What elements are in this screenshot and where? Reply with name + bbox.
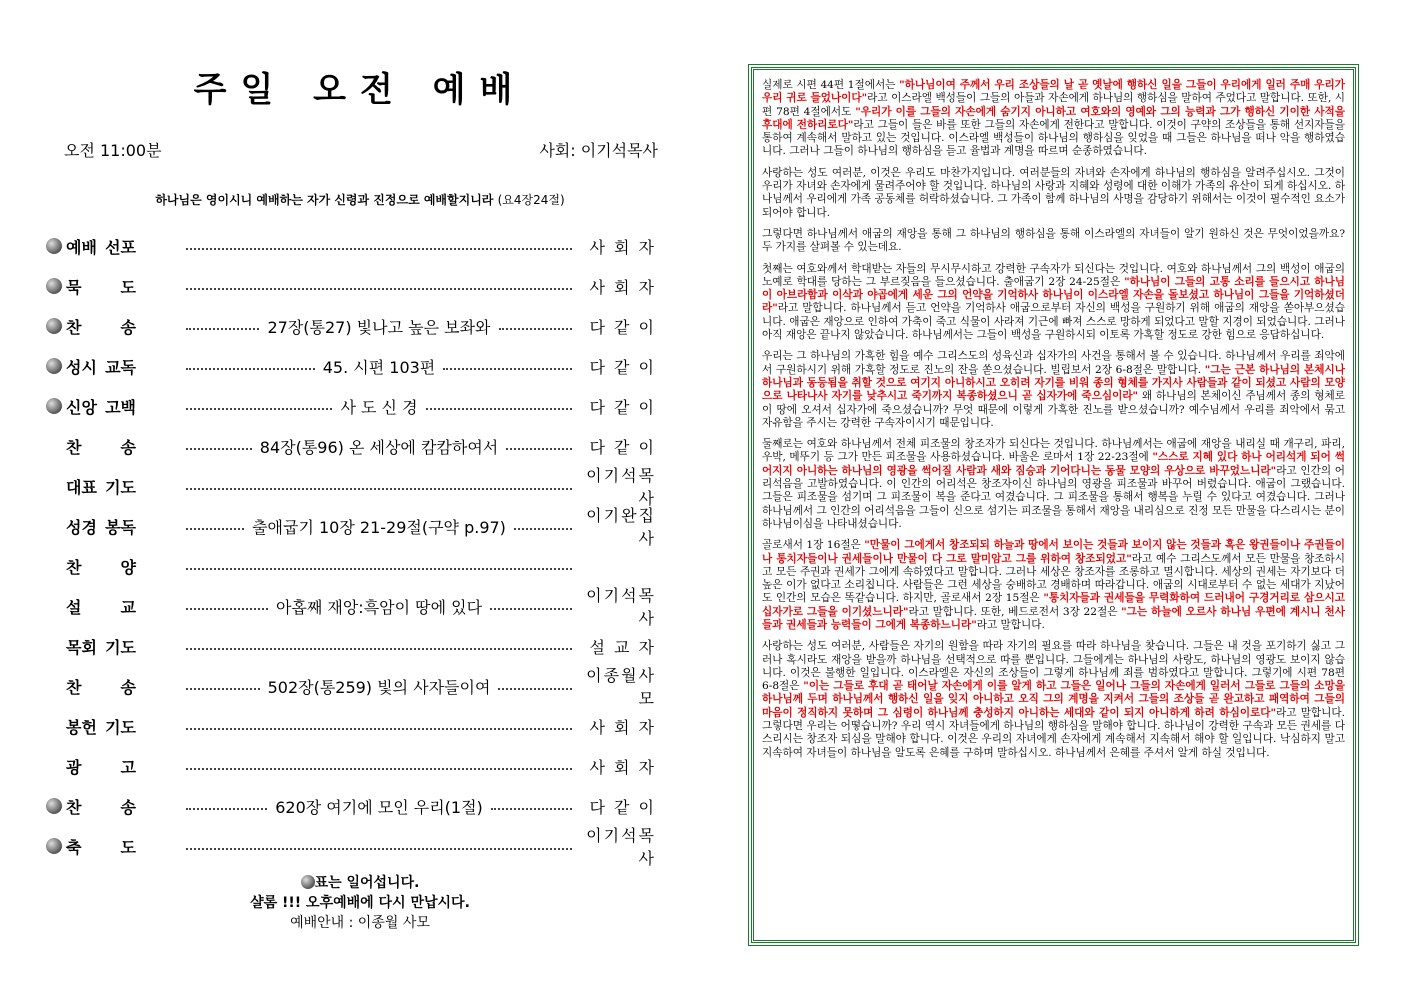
dotted-leader xyxy=(499,328,572,330)
service-leader: 사회: 이기석목사 xyxy=(539,141,658,160)
order-item-name xyxy=(66,715,166,738)
dotted-leader xyxy=(426,408,572,410)
sermon-text: 첫째는 여호와께서 학대받는 자들의 무시무시하고 강력한 구속자가 되신다는 것입니다. 여호와 하나님께서 그의 백성이 애굽의 노예로 학대를 당하는 그 부르짖음을 들으셨습니다. 출애굽기 2장 24-25절은 xyxy=(762,262,1345,288)
order-item-detail: 사 도 신 경 xyxy=(340,397,418,417)
order-row xyxy=(46,346,666,386)
dotted-leader xyxy=(498,688,572,690)
order-item-name-part: 송 xyxy=(120,797,136,817)
order-row xyxy=(46,786,666,826)
order-item-responsible: 사 회 자 xyxy=(589,277,656,297)
dotted-leader xyxy=(186,488,572,490)
order-item-content xyxy=(186,395,572,418)
order-item-name xyxy=(66,595,166,618)
order-item-content xyxy=(186,642,572,650)
scripture-quote: "통치자들과 권세들을 무력화하여 드러내어 구경거리로 삼으시고 십자가로 그들을 이기셨느니라" xyxy=(762,592,1346,618)
dotted-leader xyxy=(186,728,572,730)
order-item-responsible: 다 같 이 xyxy=(589,397,656,417)
dotted-leader xyxy=(186,688,260,690)
dotted-leader xyxy=(186,408,332,410)
order-item-name-part: 도 xyxy=(120,837,136,857)
order-item-name-part: 찬 xyxy=(66,797,82,817)
order-item-name-part: 찬 xyxy=(66,317,82,337)
order-item-name xyxy=(66,355,166,378)
order-item-name-part: 설 xyxy=(66,597,82,617)
order-item-responsible: 사 회 자 xyxy=(589,237,656,257)
theme-verse-ref: (요4장24절) xyxy=(497,193,565,207)
scripture-quote: "만물이 그에게서 창조되되 하늘과 땅에서 보이는 것들과 보이지 않는 것들과 혹은 왕권들이나 주권들이나 통치자들이나 권세들이나 만물이 다 그로 말미암고 그를 위하여 창조되었고" xyxy=(762,539,1345,565)
order-item-name-part: 묵 xyxy=(66,277,82,297)
sermon-text: 라고 그들이 들은 바를 또한 그들의 자손에게 전한다고 말합니다. 이것이 구약의 조상들을 통해 선지자들을 통하여 계속해서 말하고 있는 것입니다. 이스라엘 백성들이 하나님의 행하심을 잊었을 때 그들은 하나님을 떠나 악을 행하였습니다. 그러나 그들이 하나님의 행하심을 듣고 율법과 계명을 따르며 순종하였습니다. xyxy=(762,118,1346,158)
dotted-leader xyxy=(186,448,252,450)
order-item-name-part: 도 xyxy=(120,277,136,297)
theme-verse-text: 하나님은 영이시니 예배하는 자가 신령과 진정으로 예배할지니라 xyxy=(155,193,494,207)
order-item-name-part: 기도 xyxy=(105,637,136,657)
bullet-icon xyxy=(46,798,62,814)
order-item-content xyxy=(186,562,572,570)
order-item-name xyxy=(66,395,166,418)
order-item-name xyxy=(66,515,166,538)
sermon-paragraph xyxy=(762,79,1345,159)
dotted-leader xyxy=(506,448,572,450)
sermon-text: 라고 인간의 어리석음을 고발하였습니다. 이 인간의 어리석은 창조자이신 하나님의 영광을 피조물과 바꾸어 버렸습니다. 애굽이 그랬습니다. 그들은 피조물을 섬기며 그 피조물이 복을 준다고 여겼습니다. 그 피조물을 통해서 행복을 누릴 수 있다고 여겼습니다. 그러나 하나님께서 그 인간의 어리석음을 그들이 신으로 섬기는 피조물을 통해서 재앙을 내리심으로 진정 모든 만물을 다스리시는 분이 하나님이심을 나타내셨습니다. xyxy=(762,464,1345,530)
sermon-paragraph xyxy=(762,228,1345,255)
dotted-leader xyxy=(186,608,268,610)
order-item-responsible: 이기석목사 xyxy=(586,826,656,868)
dotted-leader xyxy=(514,528,572,530)
order-item-name-part: 기도 xyxy=(105,477,136,497)
order-item-responsible: 이기석목사 xyxy=(586,586,656,628)
order-item-responsible: 설 교 자 xyxy=(589,637,656,657)
sermon-text: 라고 이스라엘 백성들이 그들의 아들과 자손에게 하나님의 행하심을 말하여 주었다고 말합니다. 또한, 시편 78편 4절에서도 xyxy=(762,92,1346,118)
bullet-icon xyxy=(46,358,62,374)
order-item-name-part: 찬 xyxy=(66,437,82,457)
sermon-text: 라고 말합니다. 하나님께서 듣고 언약을 기억하사 애굽으로부터 자신의 백성을 구원하기 위해 애굽의 재앙을 쏟아부으셨습니다. 애굽은 재앙으로 인하여 가축이 죽고 식물이 사라져 기근에 빠져 스스로 망하게 되었다고 말할 지경이 되었습니다. 그러나 아직 재앙은 끝나지 않았습니다. 하나님께서는 그들이 백성을 구원하시되 이토록 가혹할 정도로 강한 힘으로 응답하십니다. xyxy=(762,302,1345,342)
dotted-leader xyxy=(186,528,244,530)
sermon-paragraph xyxy=(762,539,1345,632)
dotted-leader xyxy=(186,248,572,250)
order-item-responsible: 사 회 자 xyxy=(589,717,656,737)
bullet-icon xyxy=(46,318,62,334)
dotted-leader xyxy=(186,328,259,330)
sermon-text: 왜 하나님의 본체이신 주님께서 종의 형체로 이 땅에 오셔서 십자가에 죽으셨습니까? 무엇 때문에 이렇게 가혹한 진노를 받으셨습니까? 예수님께서 우리를 죄악에서 묶고 자유함을 주시는 강력한 구속자이시기 때문입니다. xyxy=(762,390,1345,429)
scripture-quote: "스스로 지혜 있다 하나 어리석게 되어 썩어지지 아니하는 하나님의 영광을 썩어질 사람과 새와 짐승과 기어다니는 동물 모양의 우상으로 바꾸었느니라" xyxy=(762,451,1345,477)
order-item-name-part: 광 xyxy=(66,757,82,777)
order-row xyxy=(46,546,666,586)
order-item-name xyxy=(66,555,166,578)
sermon-paragraph xyxy=(762,350,1345,430)
order-item-name-part: 예배 xyxy=(66,237,97,257)
order-item-name-part: 선포 xyxy=(105,237,136,257)
order-item-content xyxy=(186,242,572,250)
dotted-leader xyxy=(186,808,267,810)
sermon-paragraph xyxy=(762,263,1345,343)
order-item-name-part: 대표 xyxy=(66,477,97,497)
sermon-text: 그렇다면 우리는 어떻습니까? 우리 역시 자녀들에게 하나님의 행하심을 말해야 합니다. 하나님이 강력한 구속과 모든 권세를 다스리시는 창조자 되심을 말해야 합니다. 이것은 우리의 자녀에게 손자에게 계속해서 지속해서 해야 할 일입니다. 낙심하지 말고 지속하여 자녀들이 하나님을 알도록 은혜를 구하며 말하십시오. 하나님께서 은혜를 주셔서 알게 하실 것입니다. xyxy=(762,720,1345,759)
dotted-leader xyxy=(186,568,572,570)
order-item-name-part: 찬 xyxy=(66,677,82,697)
dotted-leader xyxy=(186,848,572,850)
order-item-name-part: 봉헌 xyxy=(66,717,97,737)
footer-greeting: 샬롬 !!! 오후예배에 다시 만납시다. xyxy=(250,895,470,911)
order-item-responsible: 다 같 이 xyxy=(589,317,656,337)
order-row xyxy=(46,506,666,546)
order-item-detail: 출애굽기 10장 21-29절(구약 p.97) xyxy=(252,517,506,537)
order-item-name xyxy=(66,835,166,858)
order-item-content xyxy=(186,595,572,618)
order-item-name-part: 봉독 xyxy=(105,517,136,537)
footer-note-text: 표는 일어섭니다. xyxy=(314,875,420,891)
order-item-name xyxy=(66,435,166,458)
order-item-name-part: 찬 xyxy=(66,557,82,577)
order-item-detail: 84장(통96) 온 세상에 캄캄하여서 xyxy=(259,437,499,457)
dotted-leader xyxy=(443,368,572,370)
scripture-quote: "그는 하늘에 오르사 하나님 우편에 계시니 천사들과 권세들과 능력들이 그에게 복종하느니라" xyxy=(762,605,1345,631)
sermon-text: 골로새서 1장 16절은 xyxy=(762,539,865,552)
order-item-content xyxy=(186,515,572,538)
order-row xyxy=(46,706,666,746)
scripture-quote: "하나님이 그들의 고통 소리를 들으시고 하나님이 아브라함과 이삭과 야곱에게 세운 그의 언약을 기억하사 하나님이 이스라엘 자손을 돌보셨고 하나님이 그들을 기억하셨더라" xyxy=(762,275,1345,315)
order-item-content xyxy=(186,722,572,730)
order-item-content xyxy=(186,482,572,490)
bullet-icon xyxy=(46,238,62,254)
order-item-name-part: 성경 xyxy=(66,517,97,537)
order-item-responsible: 다 같 이 xyxy=(589,357,656,377)
order-item-name-part: 기도 xyxy=(105,717,136,737)
scripture-quote: "하나님이여 주께서 우리 조상들의 날 곧 옛날에 행하신 일을 그들이 우리에게 일러 주매 우리가 우리 귀로 들었나이다" xyxy=(762,79,1345,105)
service-time: 오전 11:00분 xyxy=(64,141,162,160)
order-item-name-part: 신앙 xyxy=(66,397,97,417)
order-item-responsible: 이종월사모 xyxy=(586,666,656,708)
sermon-text: 둘째로는 여호와 하나님께서 전체 피조물의 창조자가 되신다는 것입니다. 하나님께서는 애굽에 재앙을 내리실 때 개구리, 파리, 우박, 메뚜기 등 그가 만든 피조물을 사용하셨습니다. 바울은 로마서 1장 22-23절에 xyxy=(762,438,1345,464)
order-item-name-part: 양 xyxy=(120,557,136,577)
order-row xyxy=(46,426,666,466)
order-item-content xyxy=(186,435,572,458)
sermon-text: 라고 말합니다. xyxy=(976,618,1045,631)
sermon-text: 우리는 그 하나님의 가혹한 힘을 예수 그리스도의 성육신과 십자가의 사건을 통해서 볼 수 있습니다. 하나님께서 우리를 죄악에서 구원하시기 위해 가혹할 정도로 진노의 잔을 쏟으셨습니다. 빌립보서 2장 6-8절은 말합니다. xyxy=(762,350,1345,376)
sermon-text-box xyxy=(751,67,1356,943)
order-item-name-part: 송 xyxy=(120,317,136,337)
sermon-paragraph xyxy=(762,640,1345,760)
order-item-detail: 620장 여기에 모인 우리(1절) xyxy=(275,797,483,817)
dotted-leader xyxy=(186,288,572,290)
sermon-text: 사랑하는 성도 여러분, 이것은 우리도 마찬가지입니다. 여러분들의 자녀와 손자에게 하나님의 행하심을 알려주십시오. 그것이 우리가 자녀와 손자에게 물려주어야 할 것입니다. 하나님의 사랑과 지혜와 성령에 대한 이해가 가족의 유산이 되게 하십시오. 하나님께서 우리에게 가족 공동체를 허락하셨습니다. 그 가족이 함께 하나님의 사명을 감당하기 위해서는 이것이 필수적인 요소가 되어야 합니다. xyxy=(762,166,1345,219)
scripture-quote: "그는 근본 하나님의 본체시나 하나님과 동등됨을 취할 것으로 여기지 아니하시고 오히려 자기를 비워 종의 형체를 가지사 사람들과 같이 되셨고 사람의 모양으로 나타나사 자기를 낮추시고 죽기까지 복종하셨으니 곧 십자가에 죽으심이라" xyxy=(762,363,1345,403)
order-item-name-part: 고 xyxy=(120,757,136,777)
sermon-text: 그렇다면 하나님께서 애굽의 재앙을 통해 그 하나님의 행하심을 통해 이스라엘의 자녀들이 알기 원하신 것은 무엇이었을까요? 두 가지를 살펴볼 수 있는데요. xyxy=(762,227,1345,254)
footer-guide: 예배안내 : 이종월 사모 xyxy=(290,915,430,931)
order-item-name-part: 축 xyxy=(66,837,82,857)
order-item-name xyxy=(66,275,166,298)
order-item-content xyxy=(186,795,572,818)
order-item-name xyxy=(66,795,166,818)
order-row xyxy=(46,826,666,866)
order-item-content xyxy=(186,842,572,850)
order-item-content xyxy=(186,315,572,338)
order-item-name-part: 송 xyxy=(120,677,136,697)
order-row xyxy=(46,266,666,306)
order-item-responsible: 이기완집사 xyxy=(586,506,656,548)
order-of-service xyxy=(46,226,666,866)
order-item-name xyxy=(66,315,166,338)
order-item-detail: 아홉째 재앙:흑암이 땅에 있다 xyxy=(275,597,483,617)
dotted-leader xyxy=(186,768,572,770)
order-item-detail: 45. 시편 103편 xyxy=(322,357,436,377)
order-item-responsible: 다 같 이 xyxy=(589,437,656,457)
order-item-responsible: 이기석목사 xyxy=(586,466,656,508)
dotted-leader xyxy=(186,648,572,650)
order-row xyxy=(46,666,666,706)
sermon-text: 실제로 시편 44편 1절에서는 xyxy=(762,79,900,91)
page-title: 주일 오전 예배 xyxy=(193,70,527,110)
order-item-name xyxy=(66,675,166,698)
order-item-name-part: 성시 xyxy=(66,357,97,377)
worship-order-page xyxy=(40,0,680,992)
sermon-text: 라고 예수 그리스도께서 모든 만물을 창조하시고 모든 주권과 권세가 그에게 속하였다고 말합니다. 그러나 세상은 창조자를 조롱하고 멸시합니다. 세상의 권세는 자기보다 더 높은 이가 없다고 소리칩니다. 사람들은 그런 세상을 숭배하고 경배하며 따라갑니다. 애굽의 시대로부터 수 없는 세대가 지났어도 인간의 모습은 똑같습니다. 하지만, 골로새서 2장 15절은 xyxy=(762,552,1345,605)
order-item-detail: 502장(통259) 빛의 사자들이여 xyxy=(267,677,491,697)
order-row xyxy=(46,226,666,266)
dotted-leader xyxy=(491,808,572,810)
order-item-name xyxy=(66,755,166,778)
order-item-name xyxy=(66,475,166,498)
bullet-icon xyxy=(46,278,62,294)
order-item-name-part: 교독 xyxy=(105,357,136,377)
bullet-icon xyxy=(301,875,315,889)
order-item-name xyxy=(66,235,166,258)
order-item-name xyxy=(66,635,166,658)
order-item-responsible: 다 같 이 xyxy=(589,797,656,817)
order-item-name-part: 교 xyxy=(120,597,136,617)
bullet-icon xyxy=(46,838,62,854)
scripture-quote: "우리가 이를 그들의 자손에게 숨기지 아니하고 여호와의 영예와 그의 능력과 그가 행하신 기이한 사적을 후대에 전하리로다" xyxy=(762,105,1345,131)
order-row xyxy=(46,386,666,426)
order-item-content xyxy=(186,675,572,698)
sermon-text: 라고 말합니다. xyxy=(1276,706,1345,719)
sermon-paragraph xyxy=(762,438,1345,531)
dotted-leader xyxy=(490,608,572,610)
scripture-quote: "이는 그들로 후대 곧 태어날 자손에게 이를 알게 하고 그들은 일어나 그들의 자손에게 일러서 그들로 그들의 소망을 하나님께 두며 하나님께서 행하신 일을 잊지 아니하고 오직 그의 계명을 지켜서 그들의 조상들 곧 완고하고 패역하여 그들의 마음이 정직하지 못하며 그 심령이 하나님께 충성하지 아니하는 세대와 같이 되지 아니하게 하려 하심이로다" xyxy=(762,680,1345,719)
order-item-detail: 27장(통27) 빛나고 높은 보좌와 xyxy=(267,317,491,337)
sermon-text: 사랑하는 성도 여러분, 사람들은 자기의 원함을 따라 자기의 필요를 따라 하나님을 찾습니다. 그들은 내 것을 포기하기 싫고 그러나 혹시라도 재앙을 받을까 하나님을 선택적으로 따를 뿐입니다. 그들에게는 하나님의 사랑도, 하나님의 영광도 보이지 않습니다. 이것은 불행한 일입니다. 이스라엘은 자신의 조상들이 그렇게 하나님께 죄를 범하였다고 말합니다. 그렇기에 시편 78편 6-8절은 xyxy=(762,640,1345,693)
sermon-paragraph xyxy=(762,167,1345,220)
order-row xyxy=(46,306,666,346)
order-item-name-part: 목회 xyxy=(66,637,97,657)
order-item-content xyxy=(186,355,572,378)
order-row xyxy=(46,466,666,506)
order-item-content xyxy=(186,282,572,290)
footer-note xyxy=(40,872,680,892)
order-item-content xyxy=(186,762,572,770)
order-row xyxy=(46,586,666,626)
order-item-responsible: 사 회 자 xyxy=(589,757,656,777)
dotted-leader xyxy=(186,368,315,370)
sermon-text: 라고 말합니다. 또한, 베드로전서 3장 22절은 xyxy=(908,605,1122,618)
order-row xyxy=(46,626,666,666)
order-item-name-part: 고백 xyxy=(105,397,136,417)
theme-verse xyxy=(40,191,680,208)
order-item-name-part: 송 xyxy=(120,437,136,457)
bullet-icon xyxy=(46,398,62,414)
order-row xyxy=(46,746,666,786)
